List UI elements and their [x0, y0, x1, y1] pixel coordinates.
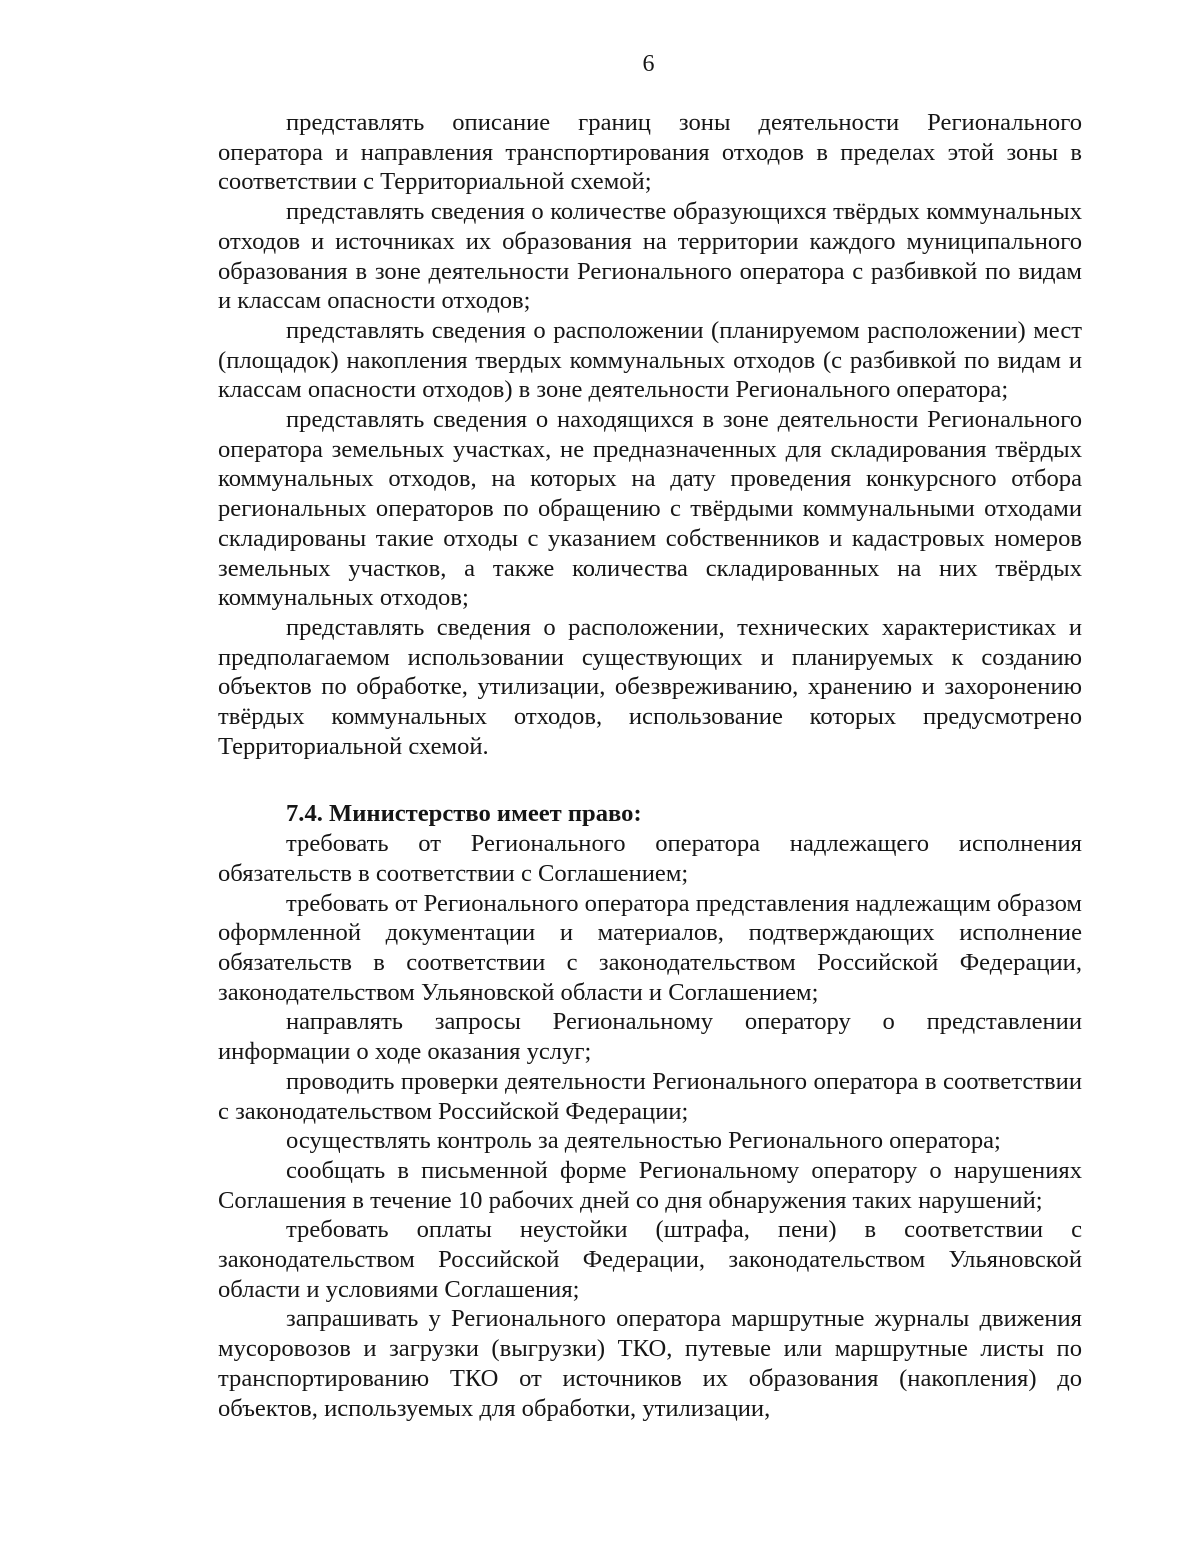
paragraph-inspections: проводить проверки деятельности Регионального оператора в соответствии с законодательством Российской Федерации; [218, 1067, 1082, 1125]
paragraph-accumulation-sites: представлять сведения о расположении (планируемом расположении) мест (площадок) накопления твердых коммунальных отходов (с разбивкой по видам и классам опасности отходов) в зоне деятельности Регионального оператора; [218, 316, 1082, 404]
document-body [218, 108, 1082, 1423]
paragraph-send-requests: направлять запросы Региональному оператору о представлении информации о ходе оказания услуг; [218, 1008, 1082, 1066]
paragraph-control: осуществлять контроль за деятельностью Регионального оператора; [286, 1127, 1001, 1155]
page-number: 6 [642, 51, 655, 77]
paragraph-require-performance: требовать от Регионального оператора надлежащего исполнения обязательств в соответствии с Соглашением; [218, 830, 1082, 887]
paragraph-penalty: требовать оплаты неустойки (штрафа, пени) в соответствии с законодательством Российской Федерации, законодательством Ульяновской области и условиями Соглашения; [218, 1216, 1082, 1303]
paragraph-land-plots: представлять сведения о находящихся в зоне деятельности Регионального оператора земельных участках, не предназначенных для складирования твёрдых коммунальных отходов, на которых на дату проведения конкурсного отбора региональных операторов по обращению с твёрдыми коммунальными отходами складированы такие отходы с указанием собственников и кадастровых номеров земельных участков, а также количества складированных на них твёрдых коммунальных отходов; [218, 406, 1082, 612]
paragraph-route-journals: запрашивать у Регионального оператора маршрутные журналы движения мусоровозов и загрузки (выгрузки) ТКО, путевые или маршрутные листы по транспортированию ТКО от источников их образования (накопления) до объектов, используемых для обработки, утилизации, [218, 1305, 1082, 1422]
paragraph-require-documentation: требовать от Регионального оператора представления надлежащим образом оформленной документации и материалов, подтверждающих исполнение обязательств в соответствии с законодательством Российской Федерации, законодательством Ульяновской области и Соглашением; [218, 889, 1082, 1006]
section-heading-7-4: 7.4. Министерство имеет право: [286, 800, 642, 828]
paragraph-waste-facilities: представлять сведения о расположении, технических характеристиках и предполагаемом использовании существующих и планируемых к созданию объектов по обработке, утилизации, обезвреживанию, хранению и захоронению твёрдых коммунальных отходов, использование которых предусмотрено Территориальной схемой. [218, 613, 1082, 760]
paragraph-waste-quantity: представлять сведения о количестве образующихся твёрдых коммунальных отходов и источниках их образования на территории каждого муниципального образования в зоне деятельности Регионального оператора с разбивкой по видам и классам опасности отходов; [218, 198, 1082, 315]
paragraph-border-description: представлять описание границ зоны деятельности Регионального оператора и направления транспортирования отходов в пределах этой зоны в соответствии с Территориальной схемой; [218, 109, 1082, 196]
paragraph-report-violations: сообщать в письменной форме Региональному оператору о нарушениях Соглашения в течение 10 рабочих дней со дня обнаружения таких нарушений; [218, 1156, 1082, 1214]
